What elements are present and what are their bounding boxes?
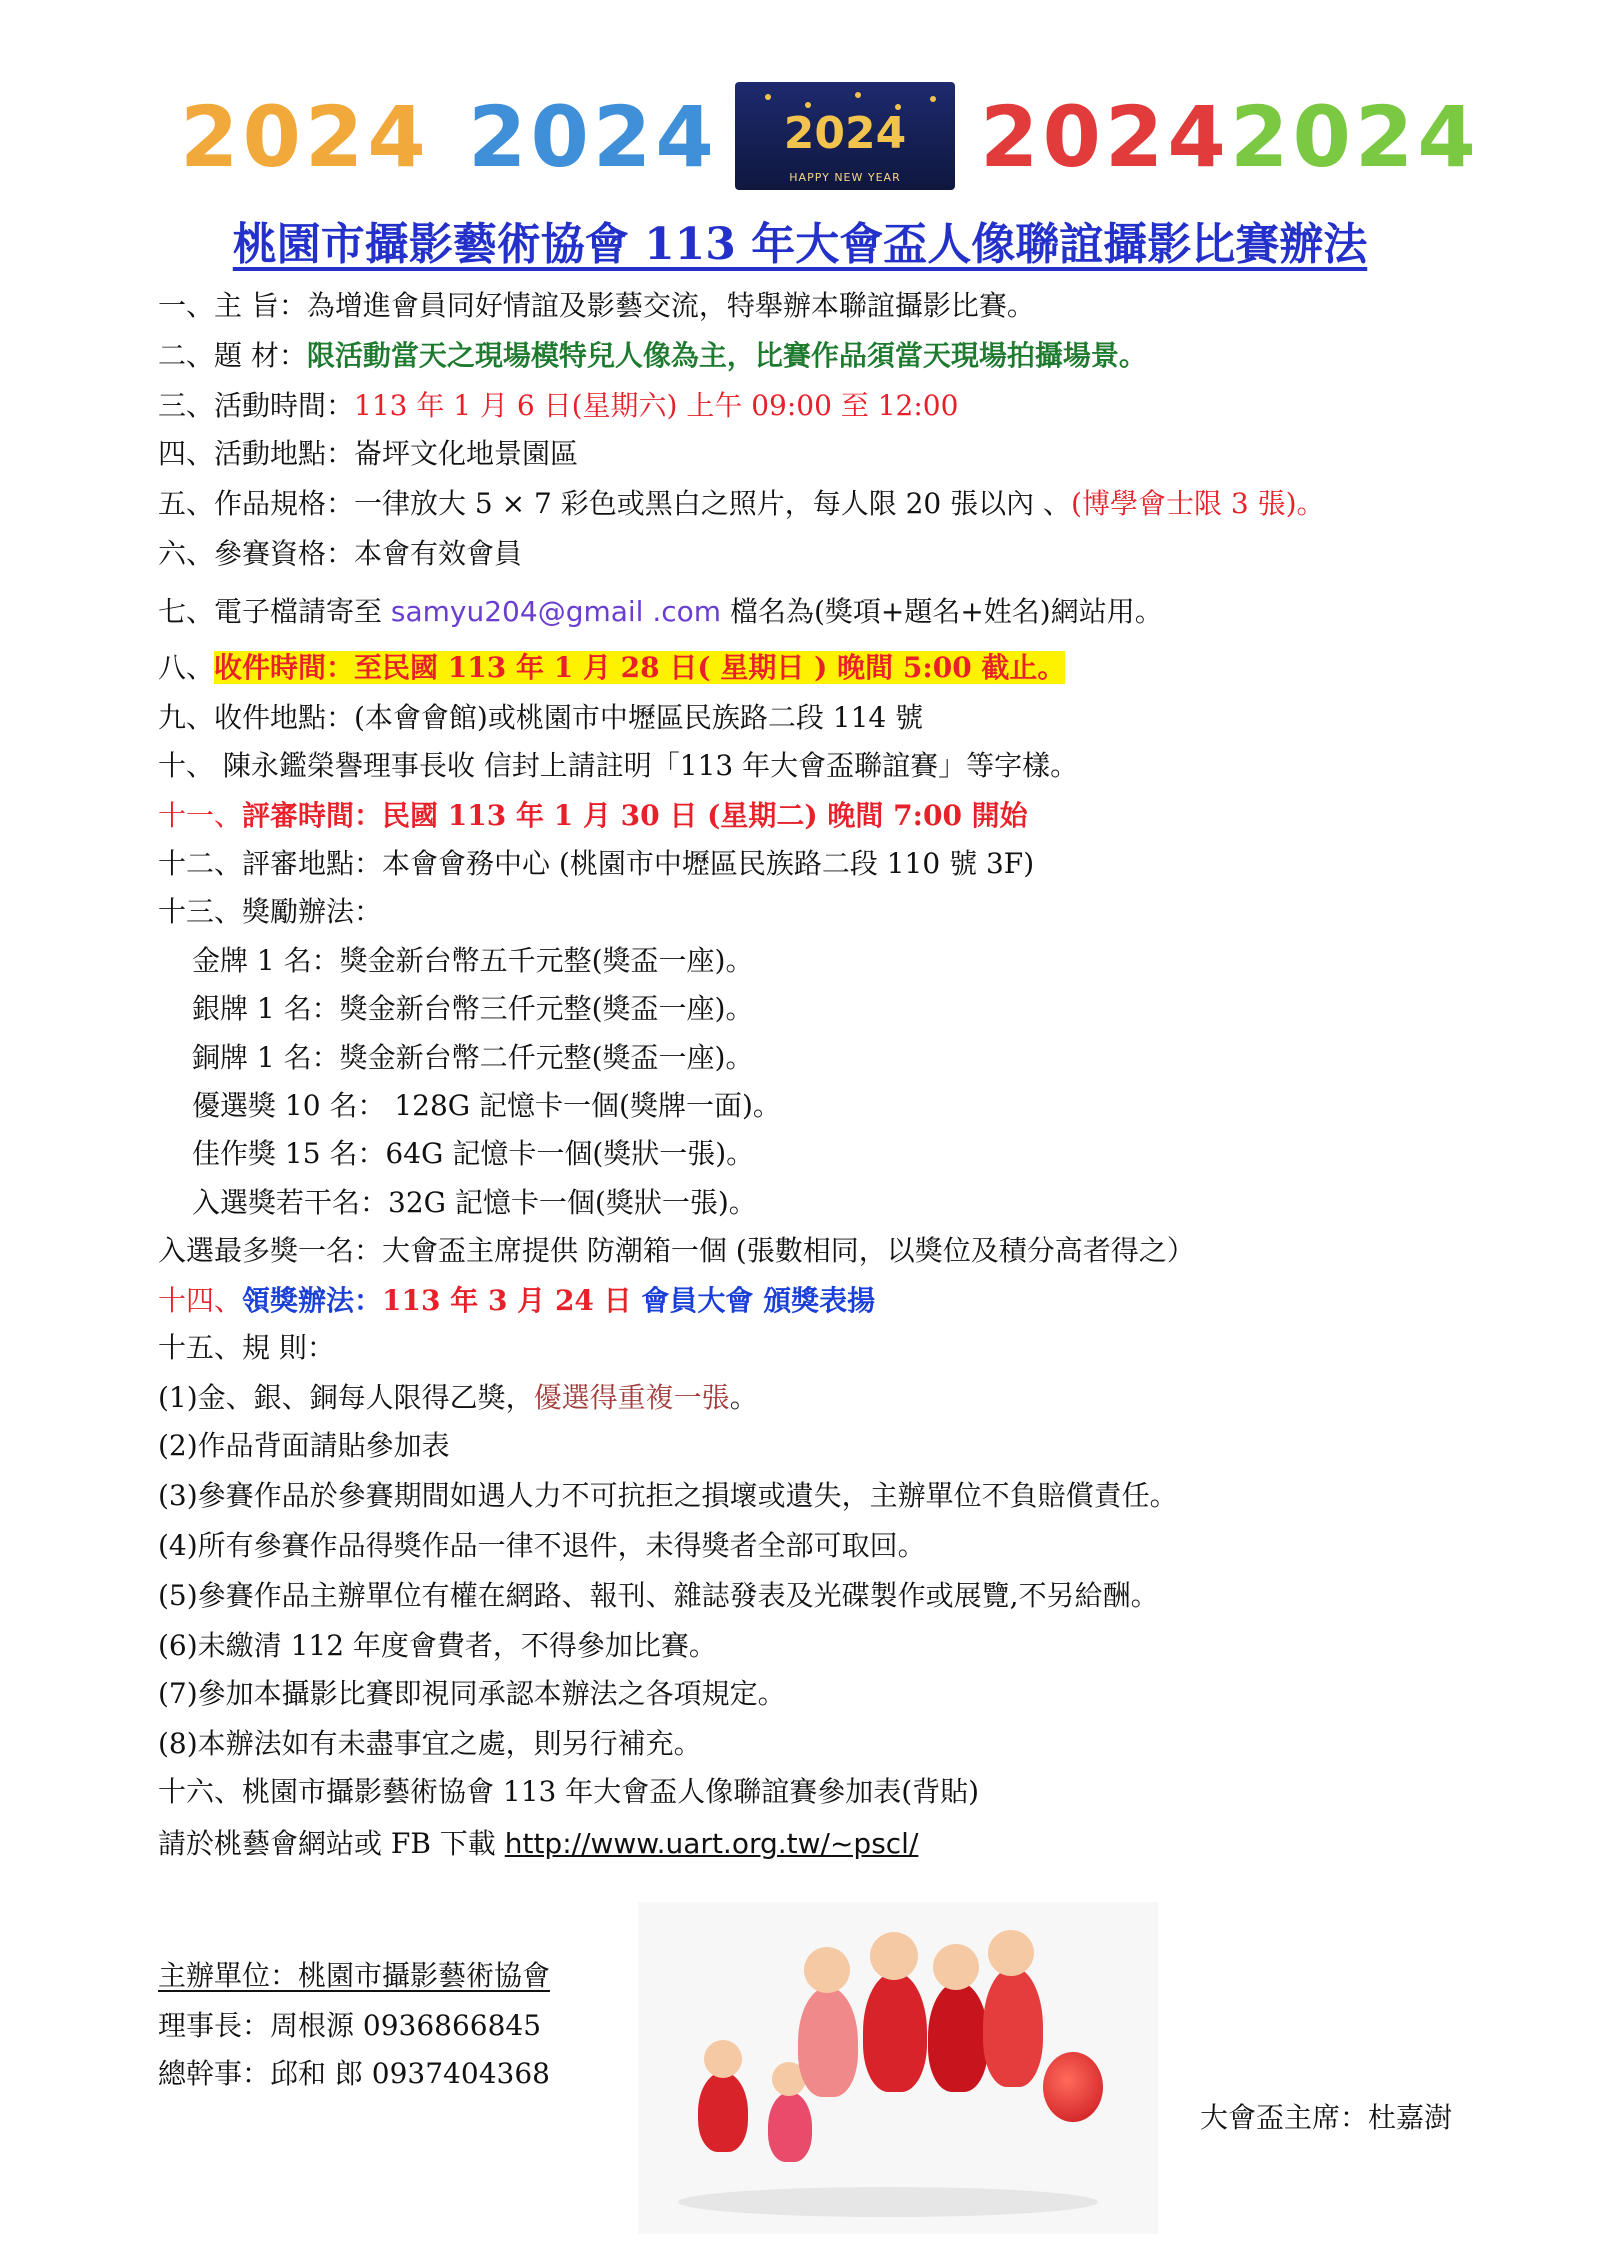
item-event-location: 四、活動地點：崙坪文化地景園區 (158, 437, 579, 470)
award-merit: 佳作獎 15 名：64G 記憶卡一個(獎狀一張)。 (192, 1137, 755, 1170)
rule-text: (1)金、銀、銅每人限得乙獎， (158, 1381, 534, 1414)
download-label: 請於桃藝會網站或 FB 下載 (158, 1827, 505, 1860)
chairman-contact: 理事長：周根源 0936866845 (158, 2009, 542, 2042)
document-title: 桃園市攝影藝術協會 113 年大會盃人像聯誼攝影比賽辦法 (232, 219, 1368, 270)
year-block-red (980, 78, 1230, 196)
item-judging-time (158, 798, 1028, 834)
item-recipient: 十、 陳永鑑榮譽理事長收 信封上請註明「113 年大會盃聯誼賽」等字樣。 (158, 749, 1079, 782)
rule-5: (5)參賽作品主辦單位有權在網路、報刊、雜誌發表及光碟製作或展覽,不另給酬。 (158, 1579, 1159, 1612)
item-subject (158, 338, 1147, 374)
item-purpose: 一、主 旨：為增進會員同好情誼及影藝交流，特舉辦本聯誼攝影比賽。 (158, 289, 1035, 322)
item-value: 會員大會 頒獎表揚 (641, 1284, 876, 1317)
item-label: 二、題 材： (158, 339, 307, 372)
item-value-highlighted: 收件時間：至民國 113 年 1 月 28 日( 星期日 ) 晚間 5:00 截止。 (214, 651, 1066, 684)
year-text: 2024 (1230, 88, 1480, 186)
item-label: 十四、 (158, 1284, 243, 1317)
item-receive-location: 九、收件地點：(本會會館)或桃園市中壢區民族路二段 114 號 (158, 701, 924, 734)
award-excellent: 優選獎 10 名： 128G 記憶卡一個(獎牌一面)。 (192, 1089, 781, 1122)
item-value: 評審時間：民國 113 年 1 月 30 日 (星期二) 晚間 7:00 開始 (242, 799, 1028, 832)
item-award-ceremony (158, 1283, 875, 1319)
year-text: 2024 (468, 88, 718, 186)
award-selected: 入選獎若干名：32G 記憶卡一個(獎狀一張)。 (192, 1186, 757, 1219)
lantern-icon (1043, 2052, 1103, 2122)
item-label: 三、活動時間： (158, 389, 355, 422)
rule-text-emphasis: 優選得重複一張 (533, 1381, 730, 1414)
cup-chair-signature: 大會盃主席：杜嘉澍 (1200, 2101, 1453, 2134)
item-judging-location: 十二、評審地點：本會會務中心 (桃園市中壢區民族路二段 110 號 3F) (158, 847, 1035, 880)
item-label: 十一、 (158, 799, 243, 832)
item-deadline (158, 650, 1065, 686)
new-year-banner (180, 78, 1480, 196)
rule-text: 。 (729, 1381, 758, 1414)
secretary-contact: 總幹事：邱和 郎 0937404368 (158, 2057, 550, 2090)
item-entry-form: 十六、桃園市攝影藝術協會 113 年大會盃人像聯誼賽參加表(背貼) (158, 1775, 980, 1808)
item-value: 113 年 1 月 6 日(星期六) 上午 09:00 至 12:00 (354, 389, 959, 422)
download-link[interactable]: http://www.uart.org.tw/~pscl/ (504, 1827, 919, 1860)
item-value: (博學會士限 3 張)。 (1071, 487, 1325, 520)
year-text: 2024 (180, 88, 430, 186)
item-event-time (158, 388, 958, 424)
organizer: 主辦單位：桃園市攝影藝術協會 (158, 1959, 551, 1992)
year-text: 2024 (980, 88, 1230, 186)
item-email-submission (158, 594, 1163, 630)
award-gold: 金牌 1 名：獎金新台幣五千元整(獎盃一座)。 (192, 944, 754, 977)
year-block-blue (468, 78, 718, 196)
item-work-spec (158, 486, 1325, 522)
rule-4: (4)所有參賽作品得獎作品一律不退件，未得獎者全部可取回。 (158, 1529, 926, 1562)
item-eligibility: 六、參賽資格：本會有效會員 (158, 537, 523, 570)
year-block-colorful-2 (1230, 78, 1480, 196)
rule-3: (3)參賽作品於參賽期間如遇人力不可抗拒之損壞或遺失，主辦單位不負賠償責任。 (158, 1479, 1178, 1512)
center-year: 2024 (783, 108, 907, 159)
rule-6: (6)未繳清 112 年度會費者，不得參加比賽。 (158, 1629, 717, 1662)
award-silver: 銀牌 1 名：獎金新台幣三仟元整(獎盃一座)。 (192, 992, 754, 1025)
center-caption: HAPPY NEW YEAR (789, 171, 901, 184)
year-block-colorful-1 (180, 78, 430, 196)
rule-2: (2)作品背面請貼參加表 (158, 1429, 450, 1462)
item-rules-heading: 十五、規 則： (158, 1331, 335, 1364)
item-label: 七、電子檔請寄至 (158, 595, 391, 628)
rule-7: (7)參加本攝影比賽即視同承認本辦法之各項規定。 (158, 1677, 786, 1710)
family-celebration-illustration (638, 1902, 1158, 2234)
item-label: 八、 (158, 651, 215, 684)
award-most-selected: 入選最多獎一名：大會盃主席提供 防潮箱一個 (張數相同，以獎位及積分高者得之） (158, 1234, 1195, 1267)
download-line (158, 1826, 918, 1862)
item-label: 五、作品規格：一律放大 5 × 7 彩色或黑白之照片，每人限 20 張以內 、 (158, 487, 1072, 520)
award-bronze: 銅牌 1 名：獎金新台幣二仟元整(獎盃一座)。 (192, 1041, 754, 1074)
happy-new-year-image (735, 82, 955, 190)
item-value: 限活動當天之現場模特兒人像為主，比賽作品須當天現場拍攝場景。 (306, 339, 1147, 372)
rule-1 (158, 1380, 758, 1416)
item-value: 領獎辦法： (242, 1284, 383, 1317)
email-link[interactable]: samyu204@gmail .com (390, 595, 722, 628)
item-value: 113 年 3 月 24 日 (382, 1284, 642, 1317)
rule-8: (8)本辦法如有未盡事宜之處，則另行補充。 (158, 1727, 702, 1760)
item-value: 檔名為(獎項+題名+姓名)網站用。 (721, 595, 1163, 628)
item-awards-heading: 十三、獎勵辦法： (158, 895, 383, 928)
